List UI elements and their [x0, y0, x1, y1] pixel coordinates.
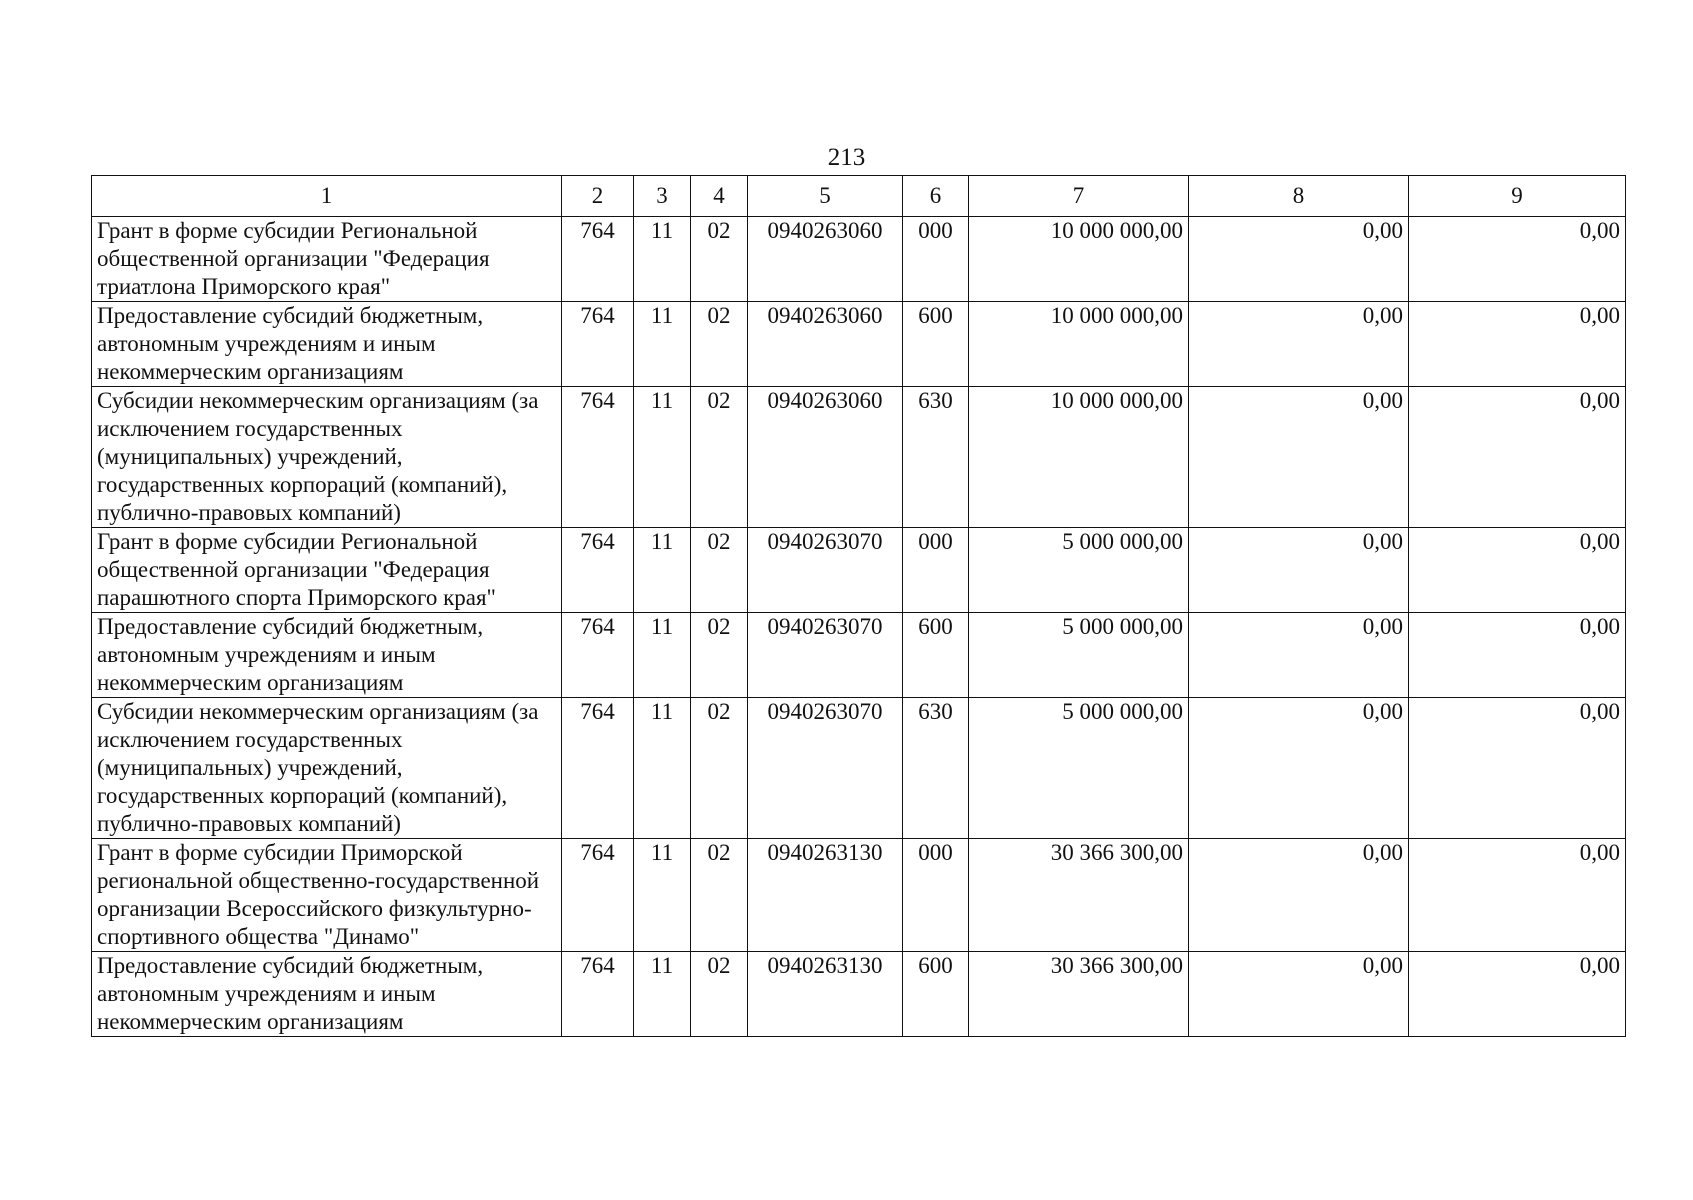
table-row [92, 952, 1626, 1037]
amount-col9-cell: 0,00 [1409, 839, 1626, 952]
column-header-9: 9 [1409, 176, 1626, 217]
target-article-cell: 0940263130 [748, 839, 903, 952]
expense-type-cell: 600 [903, 613, 969, 698]
amount-col7-cell: 5 000 000,00 [969, 613, 1189, 698]
section-code-cell: 11 [634, 528, 691, 613]
amount-col8-cell: 0,00 [1189, 613, 1409, 698]
ministry-code-cell: 764 [562, 387, 634, 528]
table-row [92, 613, 1626, 698]
table-row [92, 528, 1626, 613]
amount-col9-cell: 0,00 [1409, 613, 1626, 698]
subsection-code-cell: 02 [691, 217, 748, 302]
amount-col9-cell: 0,00 [1409, 528, 1626, 613]
subsection-code-cell: 02 [691, 528, 748, 613]
subsection-code-cell: 02 [691, 839, 748, 952]
section-code-cell: 11 [634, 952, 691, 1037]
ministry-code-cell: 764 [562, 302, 634, 387]
target-article-cell: 0940263070 [748, 528, 903, 613]
row-name-cell: Предоставление субсидий бюджетным, автономным учреждениям и иным некоммерческим организациям [92, 952, 562, 1037]
amount-col8-cell: 0,00 [1189, 528, 1409, 613]
expense-type-cell: 600 [903, 302, 969, 387]
section-code-cell: 11 [634, 217, 691, 302]
amount-col7-cell: 10 000 000,00 [969, 217, 1189, 302]
row-name-cell: Грант в форме субсидии Приморской региональной общественно-государственной организации Всероссийского физкультурно-спортивного общества "Динамо" [92, 839, 562, 952]
column-header-6: 6 [903, 176, 969, 217]
ministry-code-cell: 764 [562, 839, 634, 952]
amount-col7-cell: 30 366 300,00 [969, 952, 1189, 1037]
amount-col7-cell: 5 000 000,00 [969, 698, 1189, 839]
amount-col9-cell: 0,00 [1409, 217, 1626, 302]
amount-col8-cell: 0,00 [1189, 302, 1409, 387]
amount-col7-cell: 10 000 000,00 [969, 302, 1189, 387]
table-row [92, 217, 1626, 302]
target-article-cell: 0940263060 [748, 217, 903, 302]
target-article-cell: 0940263130 [748, 952, 903, 1037]
ministry-code-cell: 764 [562, 952, 634, 1037]
expense-type-cell: 000 [903, 839, 969, 952]
table-row [92, 387, 1626, 528]
target-article-cell: 0940263060 [748, 302, 903, 387]
subsection-code-cell: 02 [691, 952, 748, 1037]
row-name-cell: Предоставление субсидий бюджетным, автономным учреждениям и иным некоммерческим организациям [92, 613, 562, 698]
amount-col9-cell: 0,00 [1409, 698, 1626, 839]
target-article-cell: 0940263070 [748, 613, 903, 698]
subsection-code-cell: 02 [691, 302, 748, 387]
column-header-3: 3 [634, 176, 691, 217]
amount-col8-cell: 0,00 [1189, 952, 1409, 1037]
subsection-code-cell: 02 [691, 613, 748, 698]
section-code-cell: 11 [634, 387, 691, 528]
amount-col7-cell: 10 000 000,00 [969, 387, 1189, 528]
subsection-code-cell: 02 [691, 698, 748, 839]
ministry-code-cell: 764 [562, 698, 634, 839]
row-name-cell: Субсидии некоммерческим организациям (за исключением государственных (муниципальных) учреждений, государственных корпораций (компаний), публично-правовых компаний) [92, 698, 562, 839]
section-code-cell: 11 [634, 613, 691, 698]
expense-type-cell: 000 [903, 217, 969, 302]
page-number: 213 [827, 144, 866, 171]
column-header-4: 4 [691, 176, 748, 217]
column-header-8: 8 [1189, 176, 1409, 217]
amount-col9-cell: 0,00 [1409, 302, 1626, 387]
amount-col7-cell: 30 366 300,00 [969, 839, 1189, 952]
section-code-cell: 11 [634, 302, 691, 387]
amount-col7-cell: 5 000 000,00 [969, 528, 1189, 613]
column-header-5: 5 [748, 176, 903, 217]
expense-type-cell: 630 [903, 387, 969, 528]
row-name-cell: Субсидии некоммерческим организациям (за исключением государственных (муниципальных) учреждений, государственных корпораций (компаний), публично-правовых компаний) [92, 387, 562, 528]
row-name-cell: Грант в форме субсидии Региональной общественной организации "Федерация триатлона Приморского края" [92, 217, 562, 302]
amount-col8-cell: 0,00 [1189, 387, 1409, 528]
column-header-row [92, 176, 1626, 217]
ministry-code-cell: 764 [562, 217, 634, 302]
section-code-cell: 11 [634, 698, 691, 839]
row-name-cell: Грант в форме субсидии Региональной общественной организации "Федерация парашютного спорта Приморского края" [92, 528, 562, 613]
column-header-1: 1 [92, 176, 562, 217]
ministry-code-cell: 764 [562, 613, 634, 698]
table-row [92, 698, 1626, 839]
target-article-cell: 0940263060 [748, 387, 903, 528]
expense-type-cell: 630 [903, 698, 969, 839]
section-code-cell: 11 [634, 839, 691, 952]
column-header-7: 7 [969, 176, 1189, 217]
amount-col9-cell: 0,00 [1409, 952, 1626, 1037]
table-row [92, 839, 1626, 952]
amount-col9-cell: 0,00 [1409, 387, 1626, 528]
amount-col8-cell: 0,00 [1189, 839, 1409, 952]
table-row [92, 302, 1626, 387]
amount-col8-cell: 0,00 [1189, 698, 1409, 839]
ministry-code-cell: 764 [562, 528, 634, 613]
amount-col8-cell: 0,00 [1189, 217, 1409, 302]
expense-type-cell: 000 [903, 528, 969, 613]
target-article-cell: 0940263070 [748, 698, 903, 839]
column-header-2: 2 [562, 176, 634, 217]
subsection-code-cell: 02 [691, 387, 748, 528]
expense-type-cell: 600 [903, 952, 969, 1037]
budget-table [91, 175, 1626, 1037]
row-name-cell: Предоставление субсидий бюджетным, автономным учреждениям и иным некоммерческим организациям [92, 302, 562, 387]
